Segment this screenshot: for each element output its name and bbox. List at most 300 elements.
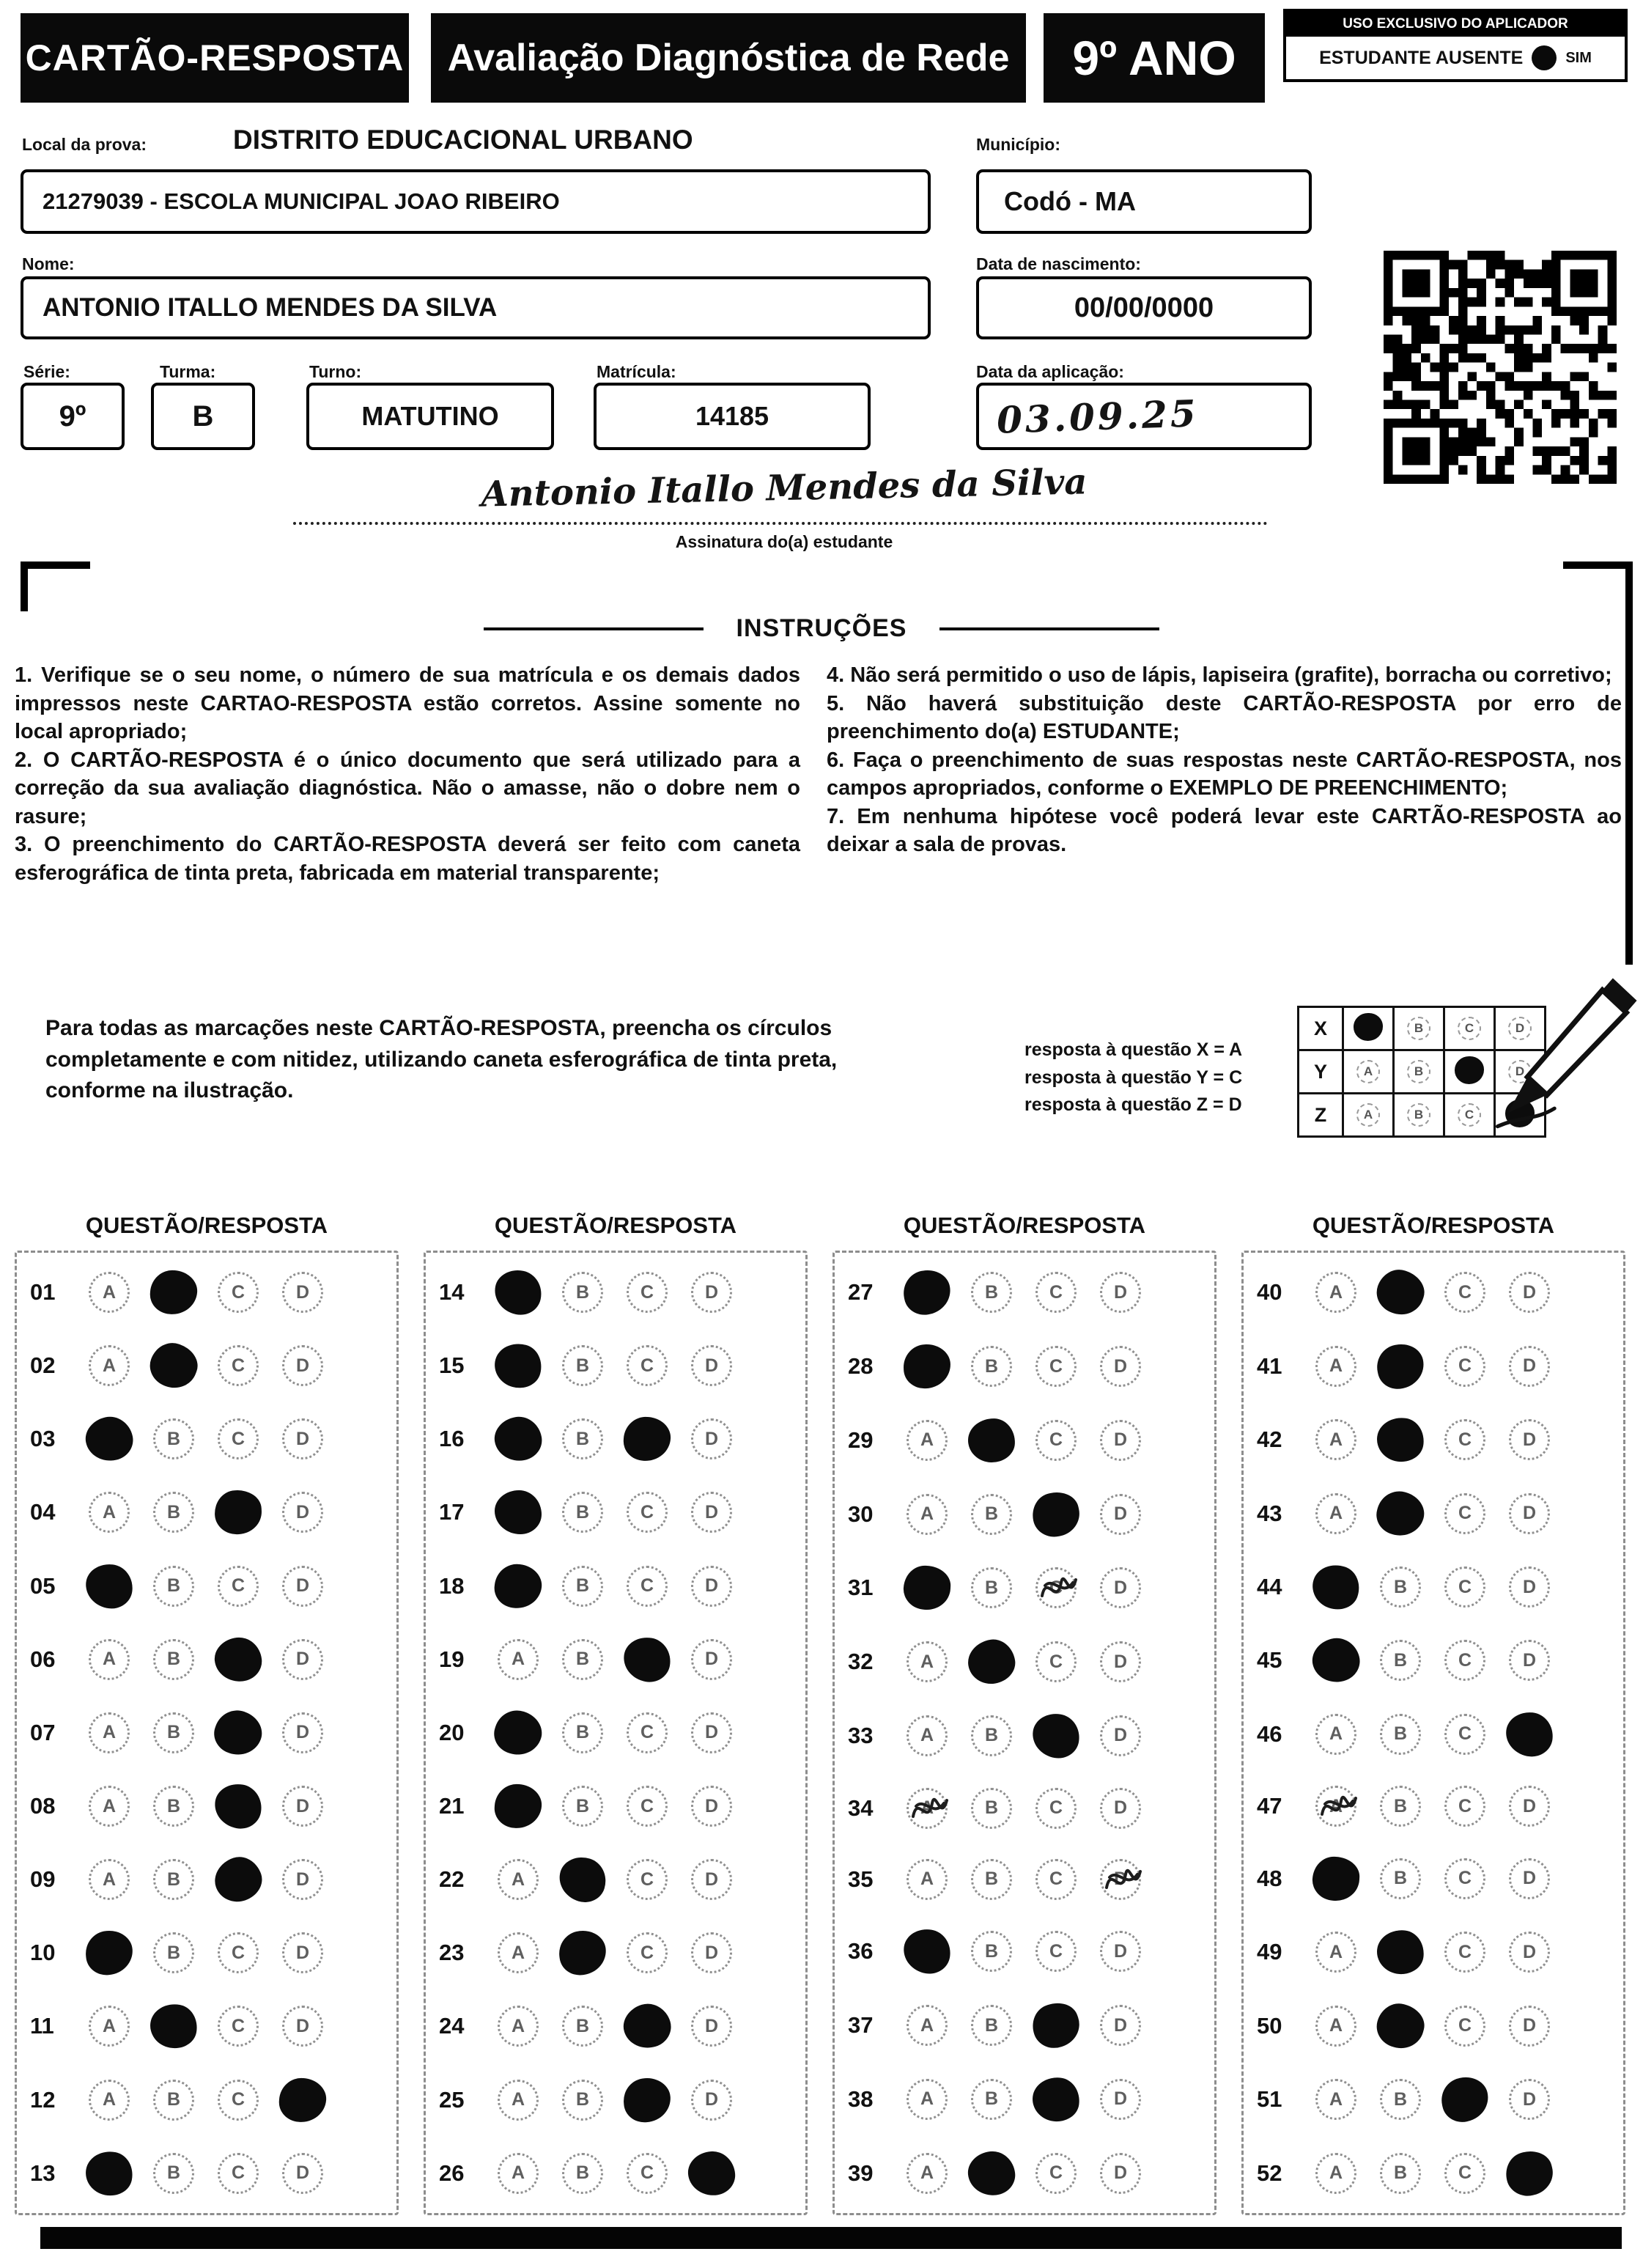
- answer-bubble-20-D[interactable]: D: [691, 1712, 732, 1753]
- answer-bubble-03-A-filled[interactable]: [81, 1413, 136, 1465]
- option-cell: [895, 2153, 959, 2194]
- option-cell: [615, 1786, 679, 1827]
- answer-bubble-30-C-filled[interactable]: [1028, 1488, 1083, 1541]
- answer-bubble-12-C[interactable]: C: [218, 2080, 259, 2121]
- option-cell: [1497, 1712, 1562, 1756]
- answer-bubble-27-C[interactable]: C: [1035, 1272, 1077, 1313]
- answer-bubble-52-A[interactable]: A: [1315, 2153, 1356, 2194]
- answer-bubble-37-B[interactable]: B: [971, 2005, 1012, 2046]
- answer-bubble-50-D[interactable]: D: [1509, 2006, 1550, 2047]
- option-cell: [679, 1859, 744, 1900]
- answer-bubble-22-A[interactable]: A: [498, 1859, 539, 1900]
- answer-bubble-44-C[interactable]: C: [1444, 1566, 1485, 1608]
- question-row-01: [17, 1270, 396, 1314]
- answer-bubble-38-A[interactable]: A: [907, 2079, 948, 2120]
- question-number: 38: [848, 2085, 874, 2112]
- answer-bubble-21-B[interactable]: B: [562, 1786, 603, 1827]
- answer-bubble-02-C[interactable]: C: [218, 1345, 259, 1386]
- answer-bubble-23-A[interactable]: A: [498, 1932, 539, 1973]
- answer-bubble-03-D[interactable]: D: [282, 1418, 323, 1459]
- absent-row: [1286, 37, 1625, 79]
- answer-bubble-29-C[interactable]: C: [1035, 1420, 1077, 1461]
- answer-bubble-09-D[interactable]: D: [282, 1859, 323, 1900]
- option-cell: [486, 1344, 550, 1388]
- answer-bubble-41-A[interactable]: A: [1315, 1346, 1356, 1387]
- option-cell: [77, 1639, 141, 1680]
- answer-bubble-08-C-filled[interactable]: [211, 1781, 265, 1832]
- question-number: 07: [30, 1719, 56, 1745]
- answer-bubble-42-C[interactable]: C: [1444, 1419, 1485, 1460]
- answer-bubble-27-B[interactable]: B: [971, 1272, 1012, 1313]
- option-cell: [679, 2006, 744, 2047]
- answer-bubble-42-B-filled[interactable]: [1374, 1415, 1427, 1465]
- option-cell: [141, 1639, 206, 1680]
- instruction-item-4: 4. Não será permitido o uso de lápis, lapiseira (grafite), borracha ou corretivo;: [827, 663, 1612, 687]
- option-cell: [550, 1566, 615, 1607]
- option-cell: [895, 2005, 959, 2046]
- answer-bubble-28-C[interactable]: C: [1035, 1346, 1077, 1387]
- answer-bubble-17-B[interactable]: B: [562, 1492, 603, 1533]
- answer-bubble-05-B[interactable]: B: [153, 1566, 194, 1607]
- option-cell: [486, 1417, 550, 1461]
- answer-bubble-27-A-filled[interactable]: [900, 1267, 953, 1318]
- legend-line-x: resposta à questão X = A: [1024, 1039, 1243, 1060]
- answer-bubble-47-A[interactable]: A: [1315, 1786, 1356, 1827]
- answer-bubble-35-C[interactable]: C: [1035, 1859, 1077, 1900]
- question-number: 13: [30, 2160, 56, 2186]
- option-cell: [1433, 2153, 1497, 2194]
- answer-bubble-07-C-filled[interactable]: [209, 1704, 268, 1761]
- answer-bubble-15-D[interactable]: D: [691, 1345, 732, 1386]
- answer-bubble-48-A-filled[interactable]: [1311, 1855, 1360, 1901]
- nascimento-label: Data de nascimento:: [976, 254, 1141, 273]
- answer-bubble-24-A[interactable]: A: [498, 2006, 539, 2047]
- answer-bubble-14-B[interactable]: B: [562, 1272, 603, 1313]
- answer-bubble-01-A[interactable]: A: [89, 1272, 130, 1313]
- answer-bubble-22-C[interactable]: C: [627, 1859, 668, 1900]
- example-filled-dot: [1455, 1056, 1484, 1084]
- answer-bubble-33-C-filled[interactable]: [1030, 1710, 1083, 1761]
- answer-bubble-33-D[interactable]: D: [1100, 1715, 1141, 1756]
- answer-bubble-31-A-filled[interactable]: [902, 1565, 951, 1611]
- answer-bubble-45-C[interactable]: C: [1444, 1640, 1485, 1681]
- answer-bubble-44-D[interactable]: D: [1509, 1566, 1550, 1608]
- answer-bubble-47-C[interactable]: C: [1444, 1786, 1485, 1827]
- question-number: 51: [1257, 2086, 1282, 2113]
- option-cell: [77, 1712, 141, 1753]
- answer-bubble-14-A-filled[interactable]: [490, 1266, 545, 1319]
- answer-bubble-31-B[interactable]: B: [971, 1567, 1012, 1608]
- option-cell: [206, 2006, 270, 2047]
- question-number: 06: [30, 1646, 56, 1672]
- answer-bubble-38-C-filled[interactable]: [1030, 2074, 1082, 2124]
- answer-bubble-52-B[interactable]: B: [1380, 2153, 1421, 2194]
- answer-bubble-43-D[interactable]: D: [1509, 1493, 1550, 1534]
- answer-bubble-37-C-filled[interactable]: [1027, 1997, 1085, 2054]
- answer-bubble-31-C[interactable]: C: [1035, 1567, 1077, 1608]
- answer-bubble-48-C[interactable]: C: [1444, 1858, 1485, 1899]
- answer-bubble-09-B[interactable]: B: [153, 1859, 194, 1900]
- answer-bubble-05-C[interactable]: C: [218, 1566, 259, 1607]
- answer-bubble-35-A[interactable]: A: [907, 1859, 948, 1900]
- question-number: 33: [848, 1722, 874, 1748]
- answer-bubble-29-A[interactable]: A: [907, 1420, 948, 1461]
- answer-bubble-01-C[interactable]: C: [218, 1272, 259, 1313]
- answer-bubble-18-A-filled[interactable]: [492, 1561, 544, 1610]
- answer-bubble-18-B[interactable]: B: [562, 1566, 603, 1607]
- option-cell: [77, 1417, 141, 1461]
- answer-bubble-09-A[interactable]: A: [89, 1859, 130, 1900]
- answer-bubble-26-D-filled[interactable]: [687, 2150, 736, 2197]
- answer-bubble-46-B[interactable]: B: [1380, 1714, 1421, 1755]
- example-option-ring: C: [1458, 1017, 1481, 1040]
- example-option-ring: A: [1356, 1103, 1380, 1127]
- answer-bubble-10-B[interactable]: B: [153, 1932, 194, 1973]
- option-cell: [141, 1418, 206, 1459]
- answer-bubble-14-D[interactable]: D: [691, 1272, 732, 1313]
- answer-bubble-08-B[interactable]: B: [153, 1786, 194, 1827]
- question-row-05: [17, 1564, 396, 1608]
- answer-bubble-03-B[interactable]: B: [153, 1418, 194, 1459]
- answer-bubble-13-B[interactable]: B: [153, 2153, 194, 2194]
- answer-bubble-25-A[interactable]: A: [498, 2080, 539, 2121]
- answer-bubble-22-D[interactable]: D: [691, 1859, 732, 1900]
- answer-bubble-35-D[interactable]: D: [1100, 1859, 1141, 1900]
- answer-bubble-13-C[interactable]: C: [218, 2153, 259, 2194]
- answer-bubble-11-B-filled[interactable]: [147, 2000, 200, 2052]
- answer-bubble-23-D[interactable]: D: [691, 1932, 732, 1973]
- answer-bubble-41-B-filled[interactable]: [1373, 1340, 1428, 1393]
- answer-grid-box-1: [15, 1251, 399, 2215]
- answer-bubble-49-D[interactable]: D: [1509, 1932, 1550, 1973]
- answer-bubble-52-D-filled[interactable]: [1502, 2146, 1558, 2201]
- answer-bubble-48-D[interactable]: D: [1509, 1858, 1550, 1899]
- option-cell: [615, 2078, 679, 2122]
- answer-bubble-23-B-filled[interactable]: [557, 1929, 609, 1978]
- answer-bubble-25-B[interactable]: B: [562, 2080, 603, 2121]
- answer-bubble-31-D[interactable]: D: [1100, 1567, 1141, 1608]
- option-cell: [1024, 1859, 1088, 1900]
- option-cell: [77, 2151, 141, 2195]
- option-cell: [895, 2079, 959, 2120]
- answer-bubble-50-A[interactable]: A: [1315, 2006, 1356, 2047]
- answer-bubble-19-A[interactable]: A: [498, 1639, 539, 1680]
- answer-bubble-11-D[interactable]: D: [282, 2006, 323, 2047]
- question-number: 26: [439, 2160, 465, 2186]
- answer-bubble-41-C[interactable]: C: [1444, 1346, 1485, 1387]
- answer-bubble-40-B-filled[interactable]: [1371, 1264, 1430, 1321]
- answer-bubble-28-D[interactable]: D: [1100, 1346, 1141, 1387]
- answer-bubble-08-D[interactable]: D: [282, 1786, 323, 1827]
- option-cell: [1304, 1714, 1368, 1755]
- option-cell: [206, 1345, 270, 1386]
- answer-bubble-21-C[interactable]: C: [627, 1786, 668, 1827]
- answer-bubble-16-C-filled[interactable]: [622, 1416, 671, 1462]
- answer-bubble-10-C[interactable]: C: [218, 1932, 259, 1973]
- answer-bubble-02-A[interactable]: A: [89, 1345, 130, 1386]
- answer-bubble-37-D[interactable]: D: [1100, 2005, 1141, 2046]
- answer-bubble-50-B-filled[interactable]: [1372, 1998, 1428, 2053]
- answer-bubble-45-D[interactable]: D: [1509, 1640, 1550, 1681]
- option-cell: [679, 1786, 744, 1827]
- answer-bubble-28-A-filled[interactable]: [903, 1344, 951, 1389]
- answer-bubble-06-B[interactable]: B: [153, 1639, 194, 1680]
- answer-bubble-32-D[interactable]: D: [1100, 1641, 1141, 1682]
- option-cell: [679, 1418, 744, 1459]
- answer-bubble-16-D[interactable]: D: [691, 1418, 732, 1459]
- answer-bubble-04-C-filled[interactable]: [213, 1490, 262, 1536]
- answer-bubble-33-A[interactable]: A: [907, 1715, 948, 1756]
- question-number: 50: [1257, 2012, 1282, 2039]
- answer-bubble-50-C[interactable]: C: [1444, 2006, 1485, 2047]
- answer-bubble-45-B[interactable]: B: [1380, 1640, 1421, 1681]
- answer-bubble-34-B[interactable]: B: [971, 1788, 1012, 1829]
- answer-bubble-22-B-filled[interactable]: [554, 1852, 612, 1907]
- answer-bubble-44-A-filled[interactable]: [1307, 1558, 1365, 1616]
- answer-bubble-04-D[interactable]: D: [282, 1492, 323, 1533]
- answer-bubble-05-D[interactable]: D: [282, 1566, 323, 1607]
- answer-bubble-09-C-filled[interactable]: [209, 1851, 267, 1908]
- answer-bubble-38-B[interactable]: B: [971, 2079, 1012, 2120]
- question-row-29: [835, 1418, 1214, 1462]
- answer-bubble-37-A[interactable]: A: [907, 2005, 948, 2046]
- option-cell: [550, 1712, 615, 1753]
- answer-bubble-03-C[interactable]: C: [218, 1418, 259, 1459]
- answer-bubble-40-C[interactable]: C: [1444, 1272, 1485, 1313]
- question-number: 46: [1257, 1720, 1282, 1747]
- answer-bubble-06-C-filled[interactable]: [213, 1635, 264, 1684]
- answer-bubble-47-D[interactable]: D: [1509, 1786, 1550, 1827]
- answer-bubble-06-A[interactable]: A: [89, 1639, 130, 1680]
- question-number: 32: [848, 1649, 874, 1675]
- answer-bubble-29-B-filled[interactable]: [967, 1418, 1016, 1463]
- answer-bubble-49-A[interactable]: A: [1315, 1932, 1356, 1973]
- answer-bubble-12-D-filled[interactable]: [278, 2076, 328, 2123]
- answer-bubble-26-A[interactable]: A: [498, 2153, 539, 2194]
- answer-bubble-40-A[interactable]: A: [1315, 1272, 1356, 1313]
- option-cell: [141, 2080, 206, 2121]
- option-cell: [895, 1566, 959, 1610]
- answer-bubble-16-A-filled[interactable]: [491, 1413, 544, 1465]
- option-cell: [1088, 1272, 1153, 1313]
- option-cell: [1368, 1930, 1433, 1974]
- answer-bubble-11-A[interactable]: A: [89, 2006, 130, 2047]
- answer-bubble-36-D[interactable]: D: [1100, 1931, 1141, 1972]
- answer-bubble-32-B-filled[interactable]: [965, 1637, 1019, 1687]
- timing-bar: [40, 2227, 1622, 2249]
- answer-bubble-12-B[interactable]: B: [153, 2080, 194, 2121]
- option-cell: [486, 1490, 550, 1534]
- option-cell: [1497, 1566, 1562, 1608]
- option-cell: [1304, 1346, 1368, 1387]
- answer-bubble-25-C-filled[interactable]: [622, 2076, 672, 2123]
- question-row-07: [17, 1711, 396, 1755]
- answer-bubble-10-D[interactable]: D: [282, 1932, 323, 1973]
- answer-bubble-51-B[interactable]: B: [1380, 2079, 1421, 2120]
- answer-bubble-45-A-filled[interactable]: [1307, 1633, 1364, 1688]
- answer-bubble-24-D[interactable]: D: [691, 2006, 732, 2047]
- answer-bubble-13-D[interactable]: D: [282, 2153, 323, 2194]
- option-cell: [1368, 1858, 1433, 1899]
- answer-bubble-04-B[interactable]: B: [153, 1492, 194, 1533]
- answer-bubble-43-B-filled[interactable]: [1372, 1486, 1429, 1541]
- answer-bubble-42-A[interactable]: A: [1315, 1419, 1356, 1460]
- answer-bubble-39-D[interactable]: D: [1100, 2153, 1141, 2194]
- answer-bubble-39-B-filled[interactable]: [966, 2149, 1017, 2197]
- answer-bubble-25-D[interactable]: D: [691, 2080, 732, 2121]
- option-cell: [550, 1858, 615, 1901]
- question-number: 18: [439, 1572, 465, 1599]
- answer-bubble-49-C[interactable]: C: [1444, 1932, 1485, 1973]
- answer-bubble-36-B[interactable]: B: [971, 1931, 1012, 1972]
- answer-bubble-30-D[interactable]: D: [1100, 1494, 1141, 1535]
- answer-bubble-32-A[interactable]: A: [907, 1641, 948, 1682]
- answer-bubble-35-B[interactable]: B: [971, 1859, 1012, 1900]
- answer-bubble-02-B-filled[interactable]: [144, 1337, 204, 1394]
- instruction-item-2: 2. O CARTÃO-RESPOSTA é o único documento que será utilizado para a correção da sua avaliação diagnóstica. Não o amasse, não o dobre nem o rasure;: [15, 748, 800, 828]
- instructions-title: INSTRUÇÕES: [736, 614, 907, 642]
- answer-bubble-46-A[interactable]: A: [1315, 1714, 1356, 1755]
- answer-bubble-38-D[interactable]: D: [1100, 2079, 1141, 2120]
- answer-bubble-33-B[interactable]: B: [971, 1715, 1012, 1756]
- answer-bubble-42-D[interactable]: D: [1509, 1419, 1550, 1460]
- answer-bubble-44-B[interactable]: B: [1380, 1566, 1421, 1608]
- answer-bubble-43-C[interactable]: C: [1444, 1493, 1485, 1534]
- answer-bubble-07-A[interactable]: A: [89, 1712, 130, 1753]
- answer-bubble-18-D[interactable]: D: [691, 1566, 732, 1607]
- option-cell: [486, 1564, 550, 1608]
- option-cell: [1088, 1788, 1153, 1829]
- question-row-28: [835, 1344, 1214, 1388]
- answer-bubble-23-C[interactable]: C: [627, 1932, 668, 1973]
- answer-bubble-30-A[interactable]: A: [907, 1494, 948, 1535]
- question-number: 43: [1257, 1500, 1282, 1526]
- matricula-field: 14185: [594, 383, 871, 450]
- answer-bubble-51-A[interactable]: A: [1315, 2079, 1356, 2120]
- answer-bubble-10-A-filled[interactable]: [84, 1929, 135, 1977]
- answer-bubble-26-C[interactable]: C: [627, 2153, 668, 2194]
- answer-bubble-04-A[interactable]: A: [89, 1492, 130, 1533]
- answer-bubble-36-A-filled[interactable]: [901, 1926, 954, 1977]
- answer-bubble-17-A-filled[interactable]: [495, 1490, 542, 1534]
- answer-bubble-16-B[interactable]: B: [562, 1418, 603, 1459]
- aplicacao-handwritten-date: 03.09.25: [996, 391, 1200, 442]
- option-cell: [77, 1786, 141, 1827]
- answer-bubble-18-C[interactable]: C: [627, 1566, 668, 1607]
- answer-bubble-49-B-filled[interactable]: [1375, 1928, 1427, 1977]
- answer-bubble-43-A[interactable]: A: [1315, 1493, 1356, 1534]
- answer-bubble-34-A[interactable]: A: [907, 1788, 948, 1829]
- answer-bubble-48-B[interactable]: B: [1380, 1858, 1421, 1899]
- answer-bubble-12-A[interactable]: A: [89, 2080, 130, 2121]
- answer-bubble-39-C[interactable]: C: [1035, 2153, 1077, 2194]
- answer-bubble-34-C[interactable]: C: [1035, 1788, 1077, 1829]
- answer-bubble-07-D[interactable]: D: [282, 1712, 323, 1753]
- answer-bubble-20-C[interactable]: C: [627, 1712, 668, 1753]
- answer-bubble-08-A[interactable]: A: [89, 1786, 130, 1827]
- answer-bubble-21-D[interactable]: D: [691, 1786, 732, 1827]
- option-cell: [1024, 1492, 1088, 1536]
- answer-bubble-15-C[interactable]: C: [627, 1345, 668, 1386]
- option-cell: [1497, 1640, 1562, 1681]
- answer-bubble-24-C-filled[interactable]: [619, 1998, 676, 2054]
- option-cell: [1088, 2153, 1153, 2194]
- answer-bubble-05-A-filled[interactable]: [84, 1561, 136, 1610]
- answer-bubble-15-B[interactable]: B: [562, 1345, 603, 1386]
- answer-bubble-20-B[interactable]: B: [562, 1712, 603, 1753]
- aplicacao-field[interactable]: [976, 383, 1312, 450]
- answer-bubble-17-D[interactable]: D: [691, 1492, 732, 1533]
- question-number: 19: [439, 1646, 465, 1672]
- answer-bubble-40-D[interactable]: D: [1509, 1272, 1550, 1313]
- option-cell: [141, 1932, 206, 1973]
- answer-bubble-13-A-filled[interactable]: [82, 2147, 136, 2199]
- answer-bubble-32-C[interactable]: C: [1035, 1641, 1077, 1682]
- signature-line[interactable]: [293, 522, 1268, 525]
- answer-bubble-19-B[interactable]: B: [562, 1639, 603, 1680]
- answer-bubble-46-C[interactable]: C: [1444, 1714, 1485, 1755]
- answer-bubble-11-C[interactable]: C: [218, 2006, 259, 2047]
- assessment-title: Avaliação Diagnóstica de Rede: [431, 13, 1026, 103]
- answer-bubble-01-D[interactable]: D: [282, 1272, 323, 1313]
- municipio-field: Codó - MA: [976, 169, 1312, 234]
- answer-bubble-19-D[interactable]: D: [691, 1639, 732, 1680]
- option-cell: [1024, 1714, 1088, 1758]
- answer-bubble-36-C[interactable]: C: [1035, 1931, 1077, 1972]
- option-cell: [550, 2080, 615, 2121]
- question-row-23: [426, 1931, 805, 1975]
- option-cell: [679, 1932, 744, 1973]
- answer-bubble-07-B[interactable]: B: [153, 1712, 194, 1753]
- option-cell: [1368, 2079, 1433, 2120]
- answer-bubble-20-A-filled[interactable]: [489, 1704, 547, 1761]
- answer-bubble-27-D[interactable]: D: [1100, 1272, 1141, 1313]
- option-cell: [206, 1638, 270, 1682]
- option-cell: [486, 1859, 550, 1900]
- absent-bubble-icon[interactable]: [1532, 45, 1557, 70]
- answer-bubble-19-C-filled[interactable]: [620, 1634, 673, 1685]
- answer-bubble-39-A[interactable]: A: [907, 2153, 948, 2194]
- answer-bubble-02-D[interactable]: D: [282, 1345, 323, 1386]
- answer-bubble-28-B[interactable]: B: [971, 1346, 1012, 1387]
- answer-bubble-14-C[interactable]: C: [627, 1272, 668, 1313]
- option-cell: [1433, 2077, 1497, 2121]
- answer-bubble-26-B[interactable]: B: [562, 2153, 603, 2194]
- question-row-49: [1244, 1930, 1623, 1974]
- answer-bubble-29-D[interactable]: D: [1100, 1420, 1141, 1461]
- instructions-heading: [0, 614, 1643, 643]
- option-cell: [959, 1788, 1024, 1829]
- answer-bubble-52-C[interactable]: C: [1444, 2153, 1485, 2194]
- answer-bubble-51-C-filled[interactable]: [1437, 2073, 1493, 2127]
- option-cell: [270, 1786, 335, 1827]
- answer-bubble-47-B[interactable]: B: [1380, 1786, 1421, 1827]
- option-cell: [1024, 2077, 1088, 2121]
- answer-bubble-06-D[interactable]: D: [282, 1639, 323, 1680]
- answer-bubble-51-D[interactable]: D: [1509, 2079, 1550, 2120]
- question-number: 27: [848, 1279, 874, 1306]
- answer-bubble-46-D-filled[interactable]: [1504, 1710, 1555, 1759]
- answer-bubble-24-B[interactable]: B: [562, 2006, 603, 2047]
- answer-bubble-30-B[interactable]: B: [971, 1494, 1012, 1535]
- answer-bubble-34-D[interactable]: D: [1100, 1788, 1141, 1829]
- answer-bubble-01-B-filled[interactable]: [149, 1269, 199, 1316]
- answer-bubble-15-A-filled[interactable]: [490, 1339, 546, 1393]
- answer-bubble-21-A-filled[interactable]: [493, 1783, 543, 1830]
- answer-bubble-17-C[interactable]: C: [627, 1492, 668, 1533]
- answer-bubble-41-D[interactable]: D: [1509, 1346, 1550, 1387]
- option-cell: [206, 1858, 270, 1901]
